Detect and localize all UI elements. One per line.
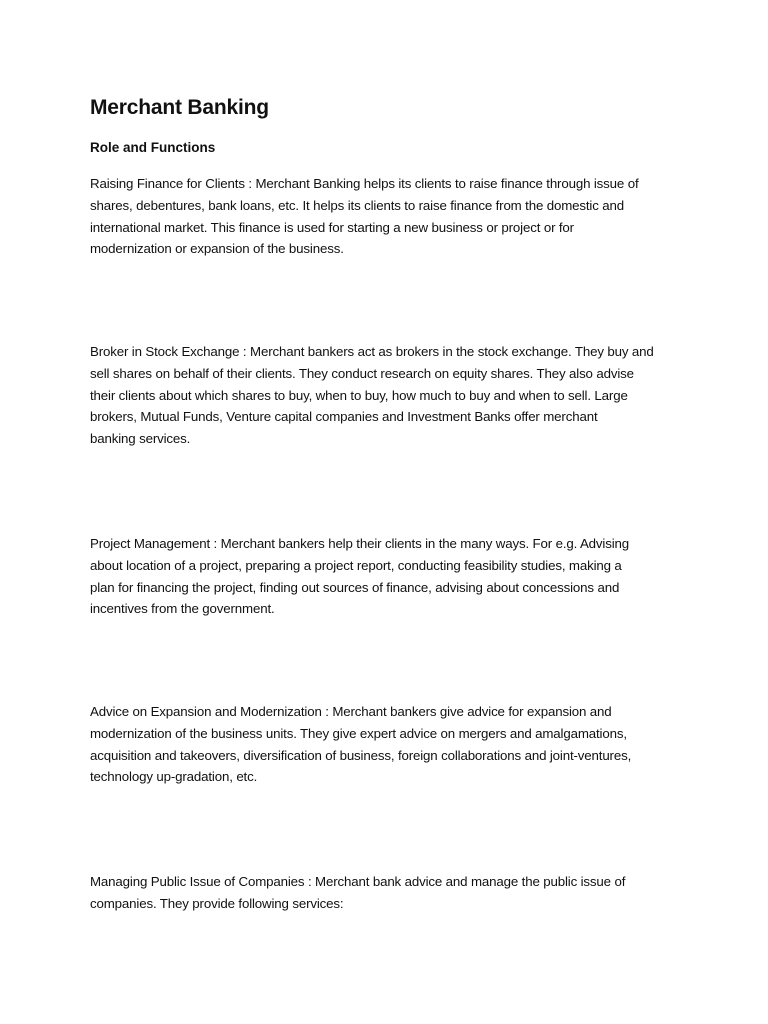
- paragraph-expansion-advice: Advice on Expansion and Modernization : Merchant bankers give advice for expansion and modernization of the business units. They give expert advice on mergers and amalgamations, acquisition and takeovers, diversification of business, foreign collaborations and joint-ventures, technology up-gradation, etc.: [90, 704, 632, 785]
- page-title: Merchant Banking: [90, 96, 269, 119]
- paragraph-raising-finance: Raising Finance for Clients : Merchant Banking helps its clients to raise finance through issue of shares, debentures, bank loans, etc. It helps its clients to raise finance from the domestic and international market. This finance is used for starting a new business or project or for modernization or expansion of the business.: [90, 176, 639, 257]
- paragraph-stock-broker: Broker in Stock Exchange : Merchant bankers act as brokers in the stock exchange. They buy and sell shares on behalf of their clients. They conduct research on equity shares. They also advise their clients about which shares to buy, when to buy, how much to buy and when to sell. Large brokers, Mutual Funds, Venture capital companies and Investment Banks offer merchant banking services.: [90, 344, 654, 447]
- paragraph-public-issue: Managing Public Issue of Companies : Merchant bank advice and manage the public issue of companies. They provide following services:: [90, 874, 626, 911]
- section-subtitle: Role and Functions: [90, 140, 216, 155]
- paragraph-project-management: Project Management : Merchant bankers help their clients in the many ways. For e.g. Advising about location of a project, preparing a project report, conducting feasibility studies, making a plan for financing the project, finding out sources of finance, advising about concessions and incentives from the government.: [90, 536, 630, 617]
